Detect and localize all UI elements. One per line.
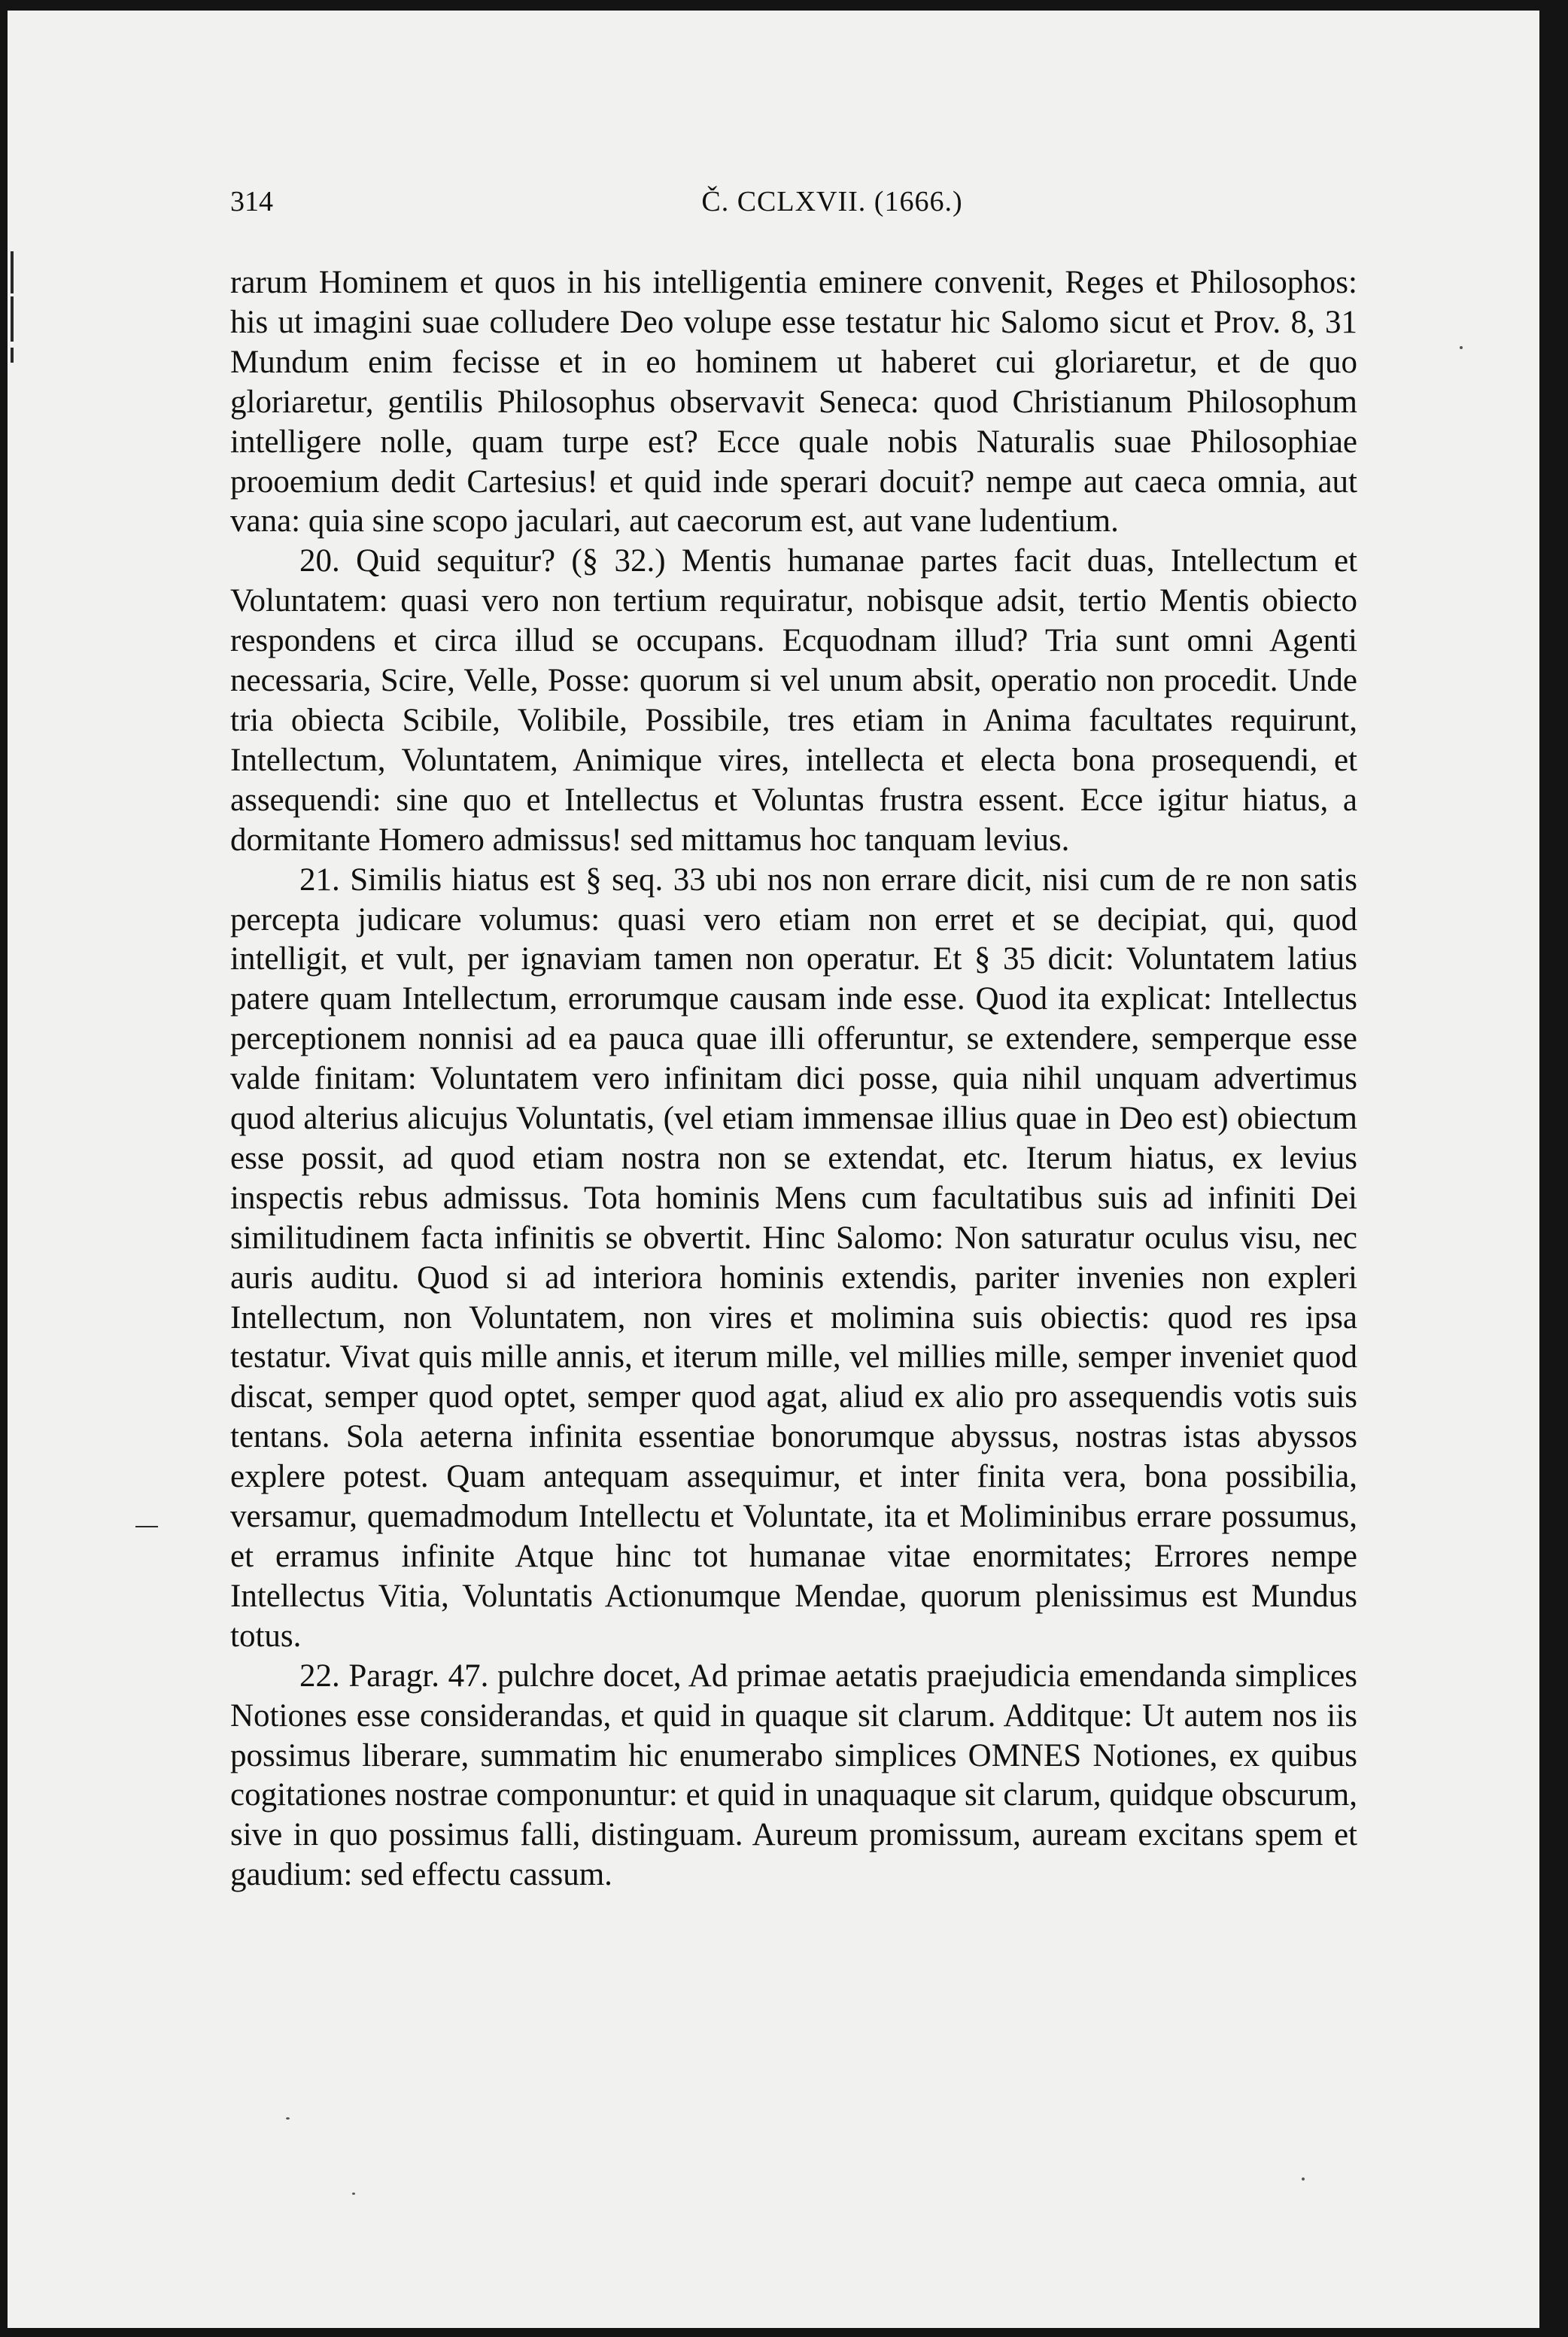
speck — [352, 2193, 355, 2195]
body-text — [230, 263, 1357, 1895]
paragraph: rarum Hominem et quos in his intelligentia eminere convenit, Reges et Philosophos: his ut imagini suae colludere Deo volupe esse testatur hic Salomo sicut et Prov. 8, 31 Mundum enim fecisse et in eo hominem ut haberet cui gloriaretur, et de quo gloriaretur, gentilis Philosophus observavit Seneca: quod Christianum Philosophum intelligere nolle, quam turpe est? Ecce quale nobis Naturalis suae Philosophiae prooemium dedit Cartesius! et quid inde sperari docuit? nempe aut caeca omnia, aut vana: quia sine scopo jaculari, aut caecorum est, aut vane ludentium. — [230, 265, 1357, 539]
margin-mark — [135, 1526, 158, 1527]
speck — [1460, 346, 1463, 349]
page-number: 314 — [230, 186, 273, 217]
speck — [1302, 2177, 1305, 2180]
paragraph: 22. Paragr. 47. pulchre docet, Ad primae aetatis praejudicia emendanda simplices Notiones esse considerandas, et quid in quaque sit clarum. Additque: Ut autem nos iis possimus liberare, summatim hic enumerabo simplices OMNES Notiones, ex quibus cogitationes nostrae componuntur: et quid in unaquaque sit clarum, quidque obscurum, sive in quo possimus falli, distinguam. Aureum promissum, auream excitans spem et gaudium: sed effectu cassum. — [230, 1658, 1357, 1893]
running-head: Č. CCLXVII. (1666.) — [701, 186, 963, 217]
paragraph: 20. Quid sequitur? (§ 32.) Mentis humanae partes facit duas, Intellectum et Voluntatem: quasi vero non tertium requiratur, nobisque adsit, tertio Mentis obiecto respondens et circa illud se occupans. Ecquodnam illud? Tria sunt omni Agenti necessaria, Scire, Velle, Posse: quorum si vel unum absit, operatio non procedit. Unde tria obiecta Scibile, Volibile, Possibile, tres etiam in Anima facultates requirunt, Intellectum, Voluntatem, Animique vires, intellecta et electa bona prosequendi, et assequendi: sine quo et Intellectus et Voluntas frustra essent. Ecce igitur hiatus, a dormitante Homero admissus! sed mittamus hoc tanquam levius. — [230, 543, 1357, 858]
speck — [286, 2117, 290, 2120]
paragraph: 21. Similis hiatus est § seq. 33 ubi nos non errare dicit, nisi cum de re non satis percepta judicare volumus: quasi vero etiam non erret et se decipiat, qui, quod intelligit, et vult, per ignaviam tamen non operatur. Et § 35 dicit: Voluntatem latius patere quam Intellectum, errorumque causam inde esse. Quod ita explicat: Intellectus perceptionem nonnisi ad ea pauca quae illi offeruntur, se extendere, semperque esse valde finitam: Voluntatem vero infinitam dici posse, quia nihil unquam advertimus quod alterius alicujus Voluntatis, (vel etiam immensae illius quae in Deo est) obiectum esse possit, ad quod etiam nostra non se extendat, etc. Iterum hiatus, ex levius inspectis rebus admissus. Tota hominis Mens cum facultatibus suis ad infiniti Dei similitudinem facta infinitis se obvertit. Hinc Salomo: Non saturatur oculus visu, nec auris auditu. Quod si ad interiora hominis extendis, pariter invenies non expleri Intellectum, non Voluntatem, non vires et molimina suis obiectis: quod res ipsa testatur. Vivat quis mille annis, et iterum mille, vel millies mille, semper inveniet quod discat, semper quod optet, semper quod agat, aliud ex alio pro assequendis votis suis tentans. Sola aeterna infinita essentiae bonorumque abyssus, nostras istas abyssos explere potest. Quam antequam assequimur, et inter finita vera, bona possibilia, versamur, quemadmodum Intellectu et Voluntate, ita et Moliminibus errare possumus, et erramus infinite Atque hinc tot humanae vitae enormitates; Errores nempe Intellectus Vitia, Voluntatis Actionumque Mendae, quorum plenissimus est Mundus totus. — [230, 862, 1357, 1654]
margin-mark — [11, 296, 14, 342]
page-header — [230, 185, 1359, 223]
margin-mark — [11, 348, 14, 363]
margin-mark — [11, 251, 14, 293]
